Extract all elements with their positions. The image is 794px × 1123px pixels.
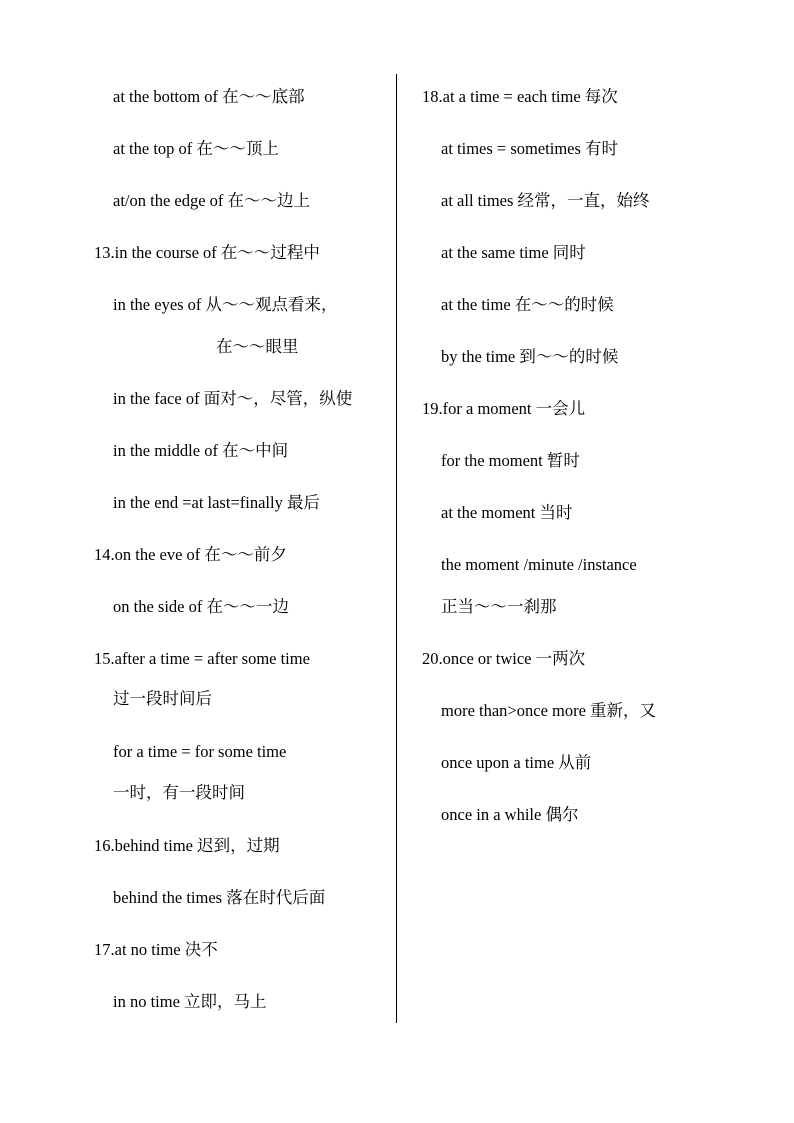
phrase-the-moment-meaning: 正当～～一刹那 — [441, 597, 557, 616]
phrase-at-all-times: at all times 经常，一直，始终 — [441, 191, 650, 210]
section-14-on-the-eve-of: 14.on the eve of 在～～前夕 — [94, 545, 287, 564]
phrase-in-the-middle-of: in the middle of 在～中间 — [113, 441, 289, 460]
phrase-on-the-side-of: on the side of 在～～一边 — [113, 597, 289, 616]
phrase-in-no-time: in no time 立即，马上 — [113, 992, 267, 1011]
phrase-at-the-time: at the time 在～～的时候 — [441, 295, 614, 314]
phrase-at-the-top-of: at the top of 在～～顶上 — [113, 139, 279, 158]
section-16-behind-time: 16.behind time 迟到，过期 — [94, 836, 280, 855]
column-divider — [396, 74, 397, 1023]
phrase-at-on-the-edge-of: at/on the edge of 在～～边上 — [113, 191, 311, 210]
phrase-once-in-a-while: once in a while 偶尔 — [441, 805, 579, 824]
phrase-in-the-face-of: in the face of 面对～，尽管，纵使 — [113, 389, 353, 408]
phrase-by-the-time: by the time 到～～的时候 — [441, 347, 619, 366]
phrase-for-a-time: for a time = for some time — [113, 742, 287, 761]
phrase-behind-the-times: behind the times 落在时代后面 — [113, 888, 326, 907]
phrase-the-moment-minute-instance: the moment /minute /instance — [441, 555, 637, 574]
phrase-once-more: more than>once more 重新，又 — [441, 701, 657, 720]
phrase-for-a-time-meaning: 一时，有一段时间 — [113, 783, 245, 802]
section-15-after-a-time: 15.after a time = after some time — [94, 649, 310, 668]
phrase-at-the-moment: at the moment 当时 — [441, 503, 573, 522]
phrase-after-a-time-meaning: 过一段时间后 — [113, 689, 212, 708]
phrase-once-upon-a-time: once upon a time 从前 — [441, 753, 592, 772]
phrase-in-the-end: in the end =at last=finally 最后 — [113, 493, 320, 512]
phrase-in-the-eyes-of-continued: 在～～眼里 — [216, 337, 299, 356]
section-18-at-a-time: 18.at a time = each time 每次 — [422, 87, 618, 106]
phrase-at-times: at times = sometimes 有时 — [441, 139, 619, 158]
section-17-at-no-time: 17.at no time 决不 — [94, 940, 218, 959]
phrase-at-the-same-time: at the same time 同时 — [441, 243, 586, 262]
section-20-once-or-twice: 20.once or twice 一两次 — [422, 649, 586, 668]
section-13-in-the-course-of: 13.in the course of 在～～过程中 — [94, 243, 320, 262]
phrase-for-the-moment: for the moment 暂时 — [441, 451, 580, 470]
phrase-in-the-eyes-of: in the eyes of 从～～观点看来， — [113, 295, 338, 314]
section-19-for-a-moment: 19.for a moment 一会儿 — [422, 399, 586, 418]
phrase-at-the-bottom-of: at the bottom of 在～～底部 — [113, 87, 305, 106]
